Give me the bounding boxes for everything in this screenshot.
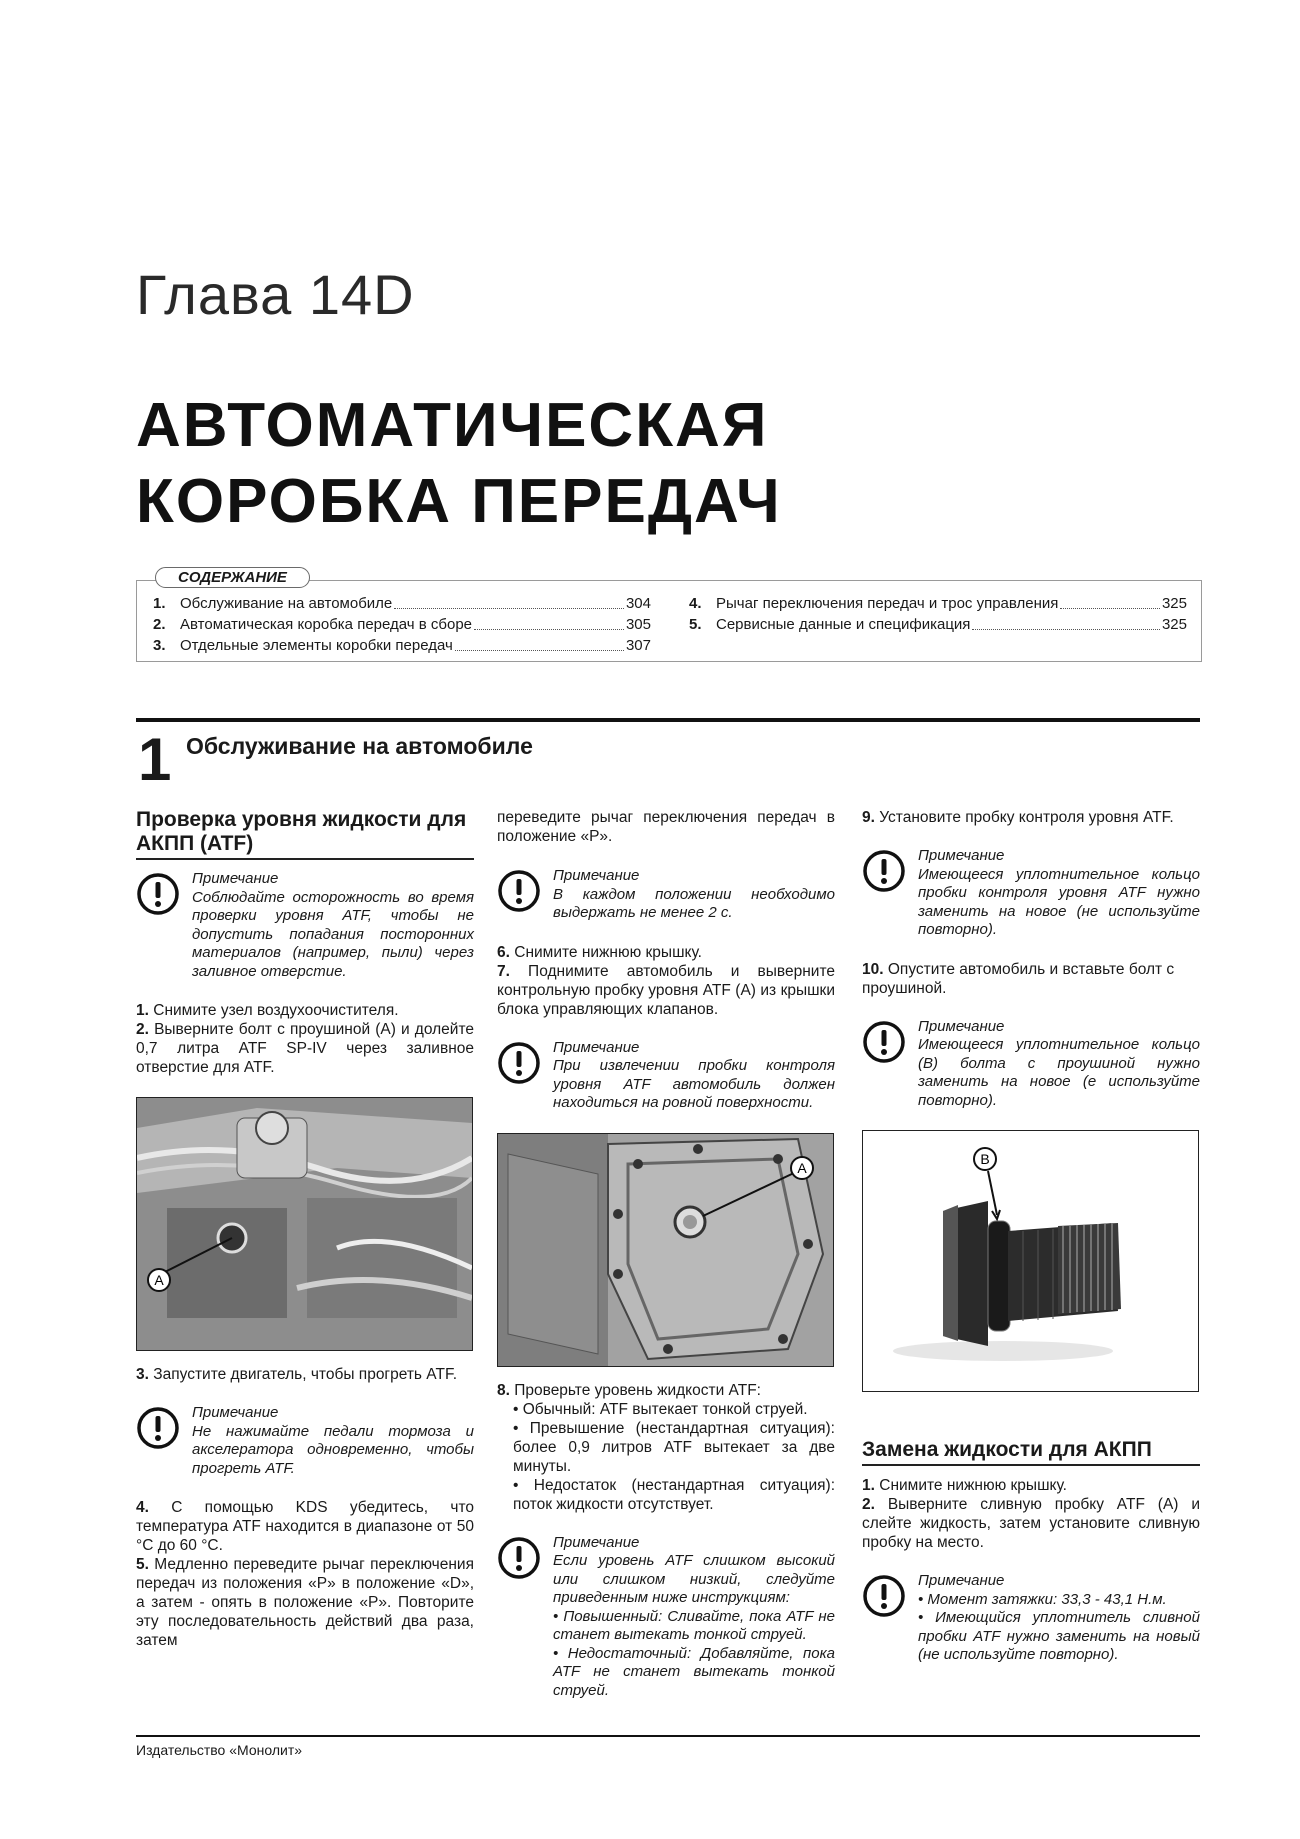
step-text: Медленно переведите рычаг переключения передач из положения «P» в положение «D», а затем - опять в положение «P». Повторите эту последовательность действий два раза, затем — [136, 1556, 474, 1649]
section-number: 1 — [138, 726, 172, 793]
step — [862, 1495, 1200, 1552]
step-number: 8. — [497, 1381, 510, 1399]
warning-icon — [136, 872, 180, 916]
bullet-item: • Обычный: ATF вытекает тонкой струей. — [513, 1400, 808, 1418]
note — [862, 1572, 1200, 1665]
toc-item-text: Отдельные элементы коробки передач — [180, 637, 453, 654]
engine-photo — [136, 1097, 473, 1351]
warning-icon — [862, 1574, 906, 1618]
step-number: 2. — [136, 1021, 149, 1038]
note — [497, 867, 835, 923]
note-label: Примечание — [553, 1038, 640, 1056]
note-label: Примечание — [918, 1572, 1005, 1589]
callout-a: A — [797, 1159, 807, 1176]
toc-leader — [394, 593, 624, 609]
note-bullet: • Имеющийся уплотнитель сливной пробки ATF нужно заменить на новый (не используйте повторно). — [918, 1609, 1200, 1663]
warning-icon — [136, 1406, 180, 1450]
note — [862, 847, 1200, 940]
bullet-item: • Превышение (нестандартная ситуация): более 0,9 литров ATF вытекает за две минуты. — [513, 1419, 835, 1475]
step — [136, 1365, 474, 1384]
step-text: Выверните болт с проушиной (A) и долейте 0,7 литра ATF SP-IV через заливное отверстие для ATF. — [136, 1021, 474, 1076]
column-2 — [497, 808, 835, 1720]
step-text: Проверьте уровень жидкости ATF: — [514, 1381, 761, 1399]
bullet-item: • Недостаток (нестандартная ситуация): поток жидкости отсутствует. — [513, 1476, 835, 1513]
toc-item[interactable] — [153, 593, 651, 614]
note-text: Не нажимайте педали тормоза и акселератора одновременно, чтобы прогреть ATF. — [192, 1422, 474, 1477]
step — [497, 1381, 835, 1400]
toc-leader — [972, 614, 1160, 630]
warning-icon — [862, 849, 906, 893]
table-of-contents — [136, 569, 1202, 662]
step-text: Снимите узел воздухоочистителя. — [153, 1002, 399, 1019]
step-number: 10. — [862, 960, 884, 978]
toc-item-page: 305 — [625, 616, 651, 633]
step-list — [497, 1381, 835, 1514]
paragraph: переведите рычаг переключения передач в положение «P». — [497, 809, 835, 845]
step-list — [497, 943, 835, 1019]
step-text: Поднимите автомобиль и выверните контрольную пробку уровня ATF (A) из крышки блока управляющих клапанов. — [497, 962, 835, 1018]
note-label: Примечание — [192, 870, 279, 887]
step-text: Запустите двигатель, чтобы прогреть ATF. — [153, 1366, 458, 1383]
note-text: Если уровень ATF слишком высокий или слишком низкий, следуйте приведенным ниже инструкциям: — [553, 1552, 835, 1606]
column-3 — [862, 808, 1200, 1685]
step — [497, 943, 835, 962]
note-text: В каждом положении необходимо выдержать не менее 2 с. — [553, 885, 835, 921]
step-number: 6. — [497, 943, 510, 961]
step — [136, 1001, 474, 1020]
engine-illustration — [137, 1098, 472, 1350]
step-text: Установите пробку контроля уровня ATF. — [879, 809, 1174, 826]
eye-bolt-illustration — [863, 1131, 1198, 1391]
note-label: Примечание — [918, 1017, 1005, 1035]
toc-label: СОДЕРЖАНИЕ — [155, 567, 310, 588]
toc-item-page: 304 — [625, 595, 651, 612]
note — [497, 1534, 835, 1701]
toc-item[interactable] — [153, 635, 651, 656]
step-number: 9. — [862, 809, 875, 826]
toc-item-number: 5. — [689, 616, 702, 633]
step — [136, 1020, 474, 1077]
publisher-footer: Издательство «Монолит» — [136, 1742, 303, 1758]
note-bullet: • Недостаточный: Добавляйте, пока ATF не станет вытекать тонкой струей. — [553, 1644, 835, 1699]
note-label: Примечание — [553, 867, 640, 884]
step-number: 7. — [497, 962, 510, 980]
page-title — [136, 388, 782, 540]
toc-item-number: 3. — [153, 637, 166, 654]
step-list — [136, 1498, 474, 1650]
toc-item-number: 4. — [689, 595, 702, 612]
step — [497, 962, 835, 1019]
note — [136, 870, 474, 981]
step-list — [136, 1001, 474, 1077]
section-title: Обслуживание на автомобиле — [186, 733, 533, 759]
note — [497, 1039, 835, 1113]
note-text: Соблюдайте осторожность во время проверки уровня ATF, чтобы не допустить попадания посторонних материалов (например, пыли) через заливное отверстие. — [192, 888, 474, 980]
toc-leader — [1060, 593, 1160, 609]
subsection-heading: Проверка уровня жидкости для АКПП (ATF) — [136, 808, 474, 860]
title-line-2: КОРОБКА ПЕРЕДАЧ — [136, 467, 782, 536]
subsection-heading: Замена жидкости для АКПП — [862, 1438, 1200, 1466]
note-bullet: • Момент затяжки: 33,3 - 43,1 Н.м. — [918, 1590, 1167, 1608]
toc-item[interactable] — [689, 593, 1187, 614]
toc-column-right — [689, 593, 1187, 635]
warning-icon — [862, 1020, 906, 1064]
step-text: Опустите автомобиль и вставьте болт с проушиной. — [862, 960, 1175, 997]
step-number: 3. — [136, 1366, 149, 1383]
warning-icon — [497, 1041, 541, 1085]
step-number: 2. — [862, 1496, 875, 1513]
step — [136, 1555, 474, 1650]
step — [862, 960, 1200, 998]
note-bullet: • Повышенный: Сливайте, пока ATF не станет вытекать тонкой струей. — [553, 1607, 835, 1643]
toc-leader — [455, 635, 624, 651]
toc-item-number: 1. — [153, 595, 166, 612]
chapter-label: Глава 14D — [136, 263, 415, 326]
note — [136, 1404, 474, 1478]
warning-icon — [497, 1536, 541, 1580]
step-number: 4. — [136, 1499, 149, 1516]
step — [136, 1498, 474, 1555]
note-text: Имеющееся уплотнительное кольцо пробки контроля уровня ATF нужно заменить на новое (не используйте повторно). — [918, 865, 1200, 938]
toc-leader — [474, 614, 624, 630]
step-text: Выверните сливную пробку ATF (A) и слейте жидкость, затем установите сливную пробку на место. — [862, 1496, 1200, 1551]
toc-item-page: 325 — [1161, 595, 1187, 612]
callout-b: B — [980, 1151, 990, 1167]
toc-item-page: 325 — [1161, 616, 1187, 633]
note-label: Примечание — [553, 1533, 640, 1551]
toc-item-page: 307 — [625, 637, 651, 654]
step-number: 1. — [136, 1002, 149, 1019]
step — [862, 808, 1200, 827]
eye-bolt-photo — [862, 1130, 1199, 1392]
toc-item-text: Сервисные данные и спецификация — [716, 616, 971, 633]
valve-body-photo — [497, 1133, 834, 1367]
step-number: 1. — [862, 1477, 875, 1494]
step-text: Снимите нижнюю крышку. — [514, 943, 702, 961]
toc-item-text: Рычаг переключения передач и трос управления — [716, 595, 1059, 612]
column-1 — [136, 808, 474, 1670]
valve-body-illustration — [498, 1134, 833, 1366]
step-number: 5. — [136, 1556, 149, 1573]
step-list — [862, 1476, 1200, 1552]
step — [862, 1476, 1200, 1495]
toc-item-text: Обслуживание на автомобиле — [180, 595, 393, 612]
note-text: При извлечении пробки контроля уровня ATF автомобиль должен находиться на ровной поверхности. — [553, 1057, 835, 1111]
note-label: Примечание — [192, 1404, 279, 1421]
footer-rule — [136, 1735, 1200, 1737]
note — [862, 1018, 1200, 1111]
toc-item[interactable] — [689, 614, 1187, 635]
warning-icon — [497, 869, 541, 913]
toc-column-left — [153, 593, 651, 656]
toc-item[interactable] — [153, 614, 651, 635]
toc-item-text: Автоматическая коробка передач в сборе — [180, 616, 473, 633]
note-label: Примечание — [918, 847, 1005, 864]
step-text: Снимите нижнюю крышку. — [879, 1477, 1067, 1494]
toc-item-number: 2. — [153, 616, 166, 633]
title-line-1: АВТОМАТИЧЕСКАЯ — [136, 391, 769, 460]
callout-a: A — [154, 1272, 164, 1288]
section-rule — [136, 718, 1200, 722]
step-text: С помощью KDS убедитесь, что температура ATF находится в диапазоне от 50 °C до 60 °C. — [136, 1499, 474, 1554]
note-text: Имеющееся уплотнительное кольцо (B) болта с проушиной нужно заменить на новое (е используйте повторно). — [918, 1036, 1200, 1109]
